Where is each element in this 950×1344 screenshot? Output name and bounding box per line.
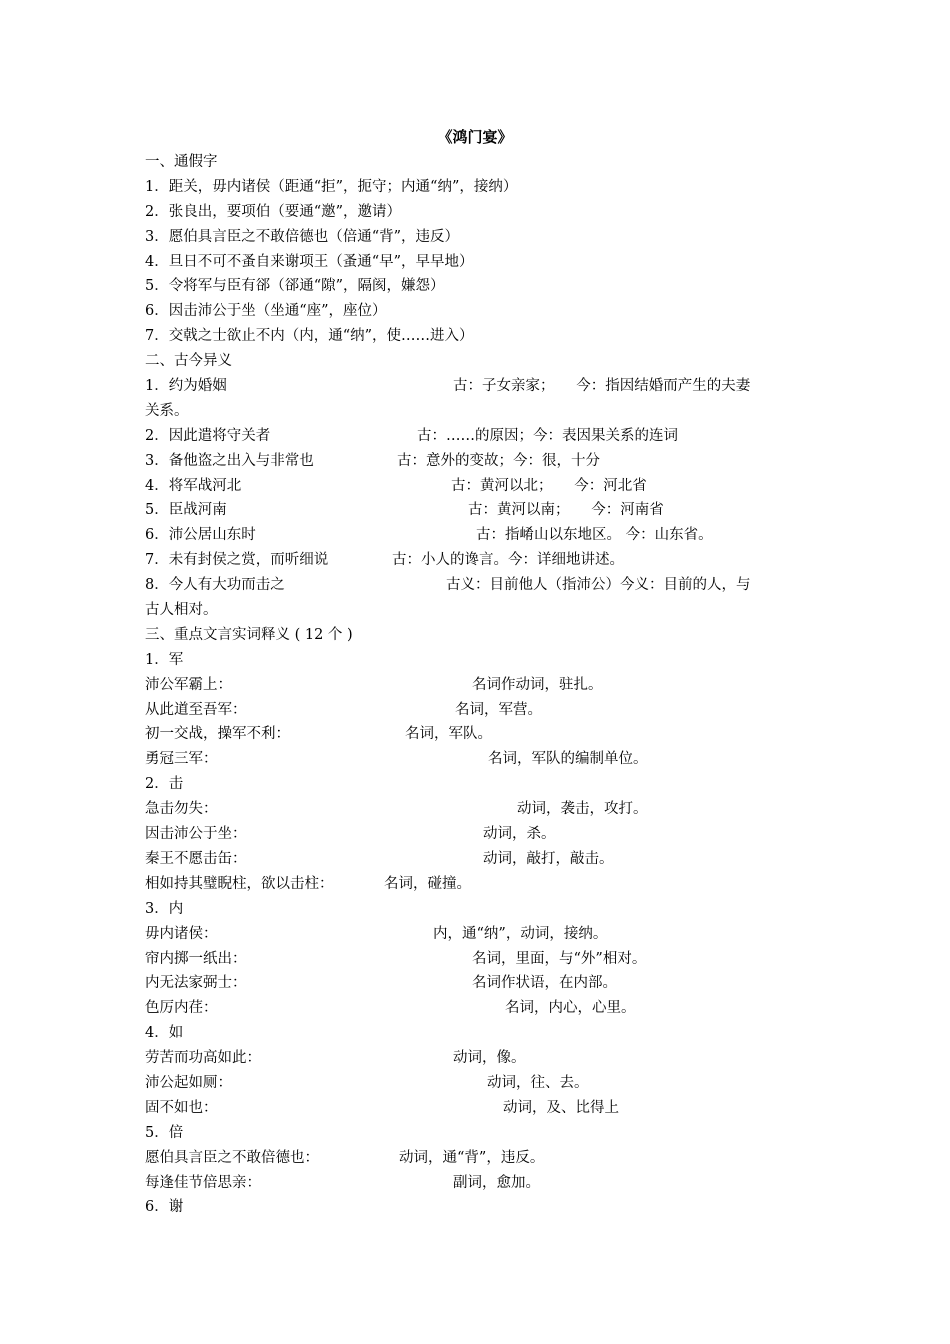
word-heading: 2．击 (145, 776, 184, 793)
word-heading: 6．谢 (145, 1199, 184, 1216)
example-sentence: 毋内诸侯： (145, 925, 218, 942)
word-example (145, 1171, 815, 1196)
item-phrase: 5．臣战河南 (145, 502, 227, 519)
item-phrase: 1．约为婚姻 (145, 378, 227, 395)
list-item: 4．旦日不可不蚤自来谢项王（蚤通“早”，早早地） (145, 253, 474, 270)
item-explanation: 古：指崤山以东地区。 今：山东省。 (476, 527, 713, 544)
list-item (145, 374, 815, 399)
item-explanation: 古：小人的谗言。今：详细地讲述。 (392, 552, 624, 569)
word-example (145, 797, 815, 822)
item-phrase: 2．因此遣将守关者 (145, 427, 271, 444)
word-example (145, 1146, 815, 1171)
example-meaning: 名词，碰撞。 (384, 875, 471, 892)
list-item (145, 449, 815, 474)
list-item (145, 498, 815, 523)
example-sentence: 内无法家弼士： (145, 975, 247, 992)
example-sentence: 急击勿失： (145, 801, 218, 818)
example-sentence: 沛公起如厕： (145, 1074, 232, 1091)
item-phrase: 3．备他盗之出入与非常也 (145, 452, 314, 469)
word-example (145, 747, 815, 772)
list-item: 3．愿伯具言臣之不敢倍德也（倍通“背”，违反） (145, 228, 460, 245)
item-phrase: 4．将军战河北 (145, 477, 242, 494)
item-explanation: 古：黄河以北； 今：河北省 (451, 477, 647, 494)
document-title: 《鸿门宴》 (437, 128, 513, 146)
list-item (145, 573, 815, 598)
example-meaning: 名词，里面，与“外”相对。 (472, 950, 647, 967)
list-item: 6．因击沛公于坐（坐通“座”，座位） (145, 303, 387, 320)
example-sentence: 勇冠三军： (145, 751, 218, 768)
example-meaning: 名词，内心，心里。 (505, 1000, 636, 1017)
example-meaning: 名词作动词，驻扎。 (472, 676, 603, 693)
example-meaning: 副词，愈加。 (453, 1174, 540, 1191)
list-item (145, 548, 815, 573)
example-sentence: 每逢佳节倍思亲： (145, 1174, 261, 1191)
list-item (145, 523, 815, 548)
item-explanation: 古：黄河以南； 今：河南省 (468, 502, 664, 519)
word-heading: 5．倍 (145, 1124, 184, 1141)
word-heading: 1．军 (145, 651, 184, 668)
item-explanation: 古：……的原因；今：表因果关系的连词 (417, 427, 678, 444)
example-meaning: 动词，敲打，敲击。 (483, 850, 614, 867)
list-item (145, 424, 815, 449)
item-explanation: 古义：目前他人（指沛公）今义：目前的人，与 (446, 577, 751, 594)
list-item (145, 474, 815, 499)
word-example (145, 822, 815, 847)
example-meaning: 动词，及、比得上 (503, 1099, 619, 1116)
example-meaning: 动词，通“背”，违反。 (399, 1149, 545, 1166)
example-meaning: 动词，像。 (453, 1050, 526, 1067)
example-meaning: 名词，军队的编制单位。 (488, 751, 648, 768)
item-phrase: 6．沛公居山东时 (145, 527, 256, 544)
list-item: 1．距关，毋内诸侯（距通“拒”，扼守；内通“纳”，接纳） (145, 178, 518, 195)
word-example (145, 1096, 815, 1121)
word-example (145, 698, 815, 723)
list-item: 7．交戟之士欲止不内（内，通“纳”，使……进入） (145, 328, 474, 345)
example-sentence: 初一交战，操军不利： (145, 726, 290, 743)
item-explanation: 古：子女亲家； 今：指因结婚而产生的夫妻 (453, 378, 751, 395)
example-sentence: 沛公军霸上： (145, 676, 232, 693)
word-example (145, 722, 815, 747)
word-example (145, 1071, 815, 1096)
word-heading: 3．内 (145, 900, 184, 917)
section-heading-gujinyiyi: 二、古今异义 (145, 353, 232, 370)
word-example (145, 922, 815, 947)
item-phrase: 8．今人有大功而击之 (145, 577, 285, 594)
word-example (145, 673, 815, 698)
example-meaning: 动词，袭击，攻打。 (517, 801, 648, 818)
list-item: 2．张良出，要项伯（要通“邀”，邀请） (145, 203, 402, 220)
example-sentence: 因击沛公于坐： (145, 826, 247, 843)
example-meaning: 内，通“纳”，动词，接纳。 (433, 925, 608, 942)
example-meaning: 动词，杀。 (483, 826, 556, 843)
word-heading: 4．如 (145, 1025, 184, 1042)
example-meaning: 动词，往、去。 (487, 1074, 589, 1091)
example-sentence: 从此道至吾军： (145, 701, 247, 718)
example-sentence: 劳苦而功高如此： (145, 1050, 261, 1067)
word-example (145, 996, 815, 1021)
list-item-continuation: 关系。 (145, 402, 189, 419)
example-sentence: 愿伯具言臣之不敢倍德也： (145, 1149, 319, 1166)
word-example (145, 872, 815, 897)
section-heading-shici: 三、重点文言实词释义 ( 12 个 ) (145, 626, 353, 643)
list-item-continuation: 古人相对。 (145, 602, 218, 619)
section-heading-tongjiazi: 一、通假字 (145, 154, 218, 170)
example-meaning: 名词，军营。 (455, 701, 542, 718)
example-sentence: 相如持其璧睨柱，欲以击柱： (145, 875, 334, 892)
example-sentence: 秦王不愿击缶： (145, 850, 247, 867)
word-example (145, 971, 815, 996)
item-phrase: 7．未有封侯之赏，而听细说 (145, 552, 329, 569)
document-body (145, 150, 815, 1220)
word-example (145, 847, 815, 872)
word-example (145, 947, 815, 972)
list-item: 5．令将军与臣有郤（郤通“隙”，隔阂，嫌怨） (145, 278, 445, 295)
example-meaning: 名词，军队。 (405, 726, 492, 743)
example-sentence: 固不如也： (145, 1099, 218, 1116)
example-sentence: 帘内掷一纸出： (145, 950, 247, 967)
example-meaning: 名词作状语，在内部。 (472, 975, 617, 992)
item-explanation: 古：意外的变故；今：很，十分 (397, 452, 600, 469)
example-sentence: 色厉内荏： (145, 1000, 218, 1017)
word-example (145, 1046, 815, 1071)
